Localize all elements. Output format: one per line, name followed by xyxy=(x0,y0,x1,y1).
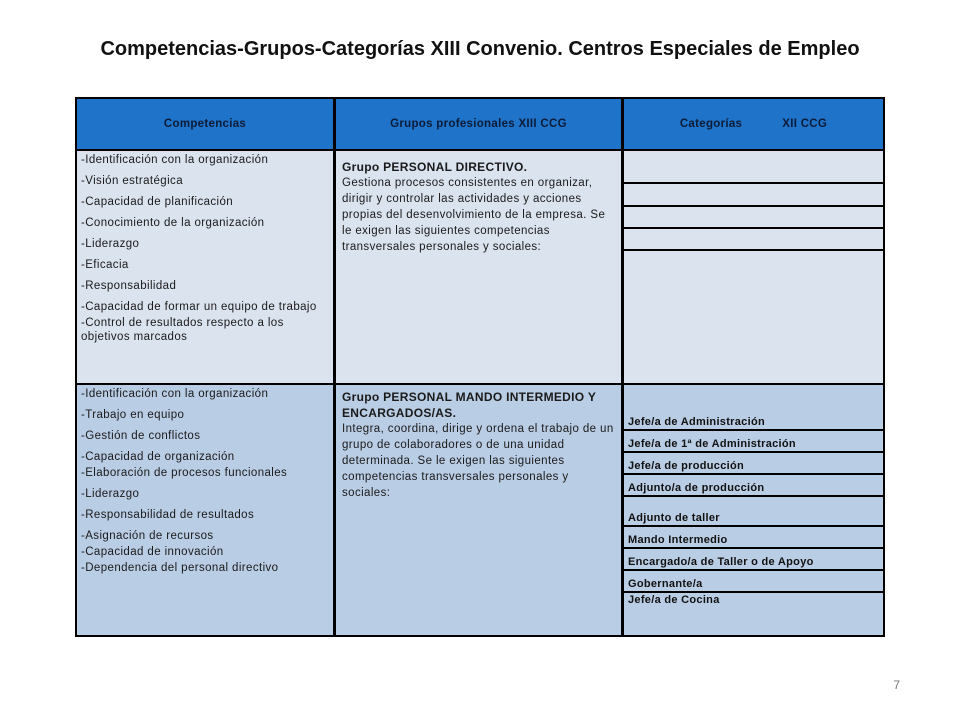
group-description: Gestiona procesos consistentes en organizar, dirigir y controlar las actividades y acciones propias del desenvolvimiento de la empresa. Se le exigen las siguientes competencias transversales personales y sociales: xyxy=(342,177,606,253)
list-item: -Capacidad de organización xyxy=(81,451,235,463)
list-item: -Control de resultados respecto a los objetivos marcados xyxy=(81,317,284,343)
row1-category xyxy=(624,229,883,249)
header-categorias-suffix: XII CCG xyxy=(782,118,828,130)
group-title: Grupo PERSONAL MANDO INTERMEDIO Y ENCARGADOS/AS. xyxy=(342,390,596,420)
row2-category: Adjunto/a de producción xyxy=(624,475,883,495)
list-item: -Dependencia del personal directivo xyxy=(81,562,279,574)
page-title: Competencias-Grupos-Categorías XIII Convenio. Centros Especiales de Empleo xyxy=(100,38,860,60)
row1-category xyxy=(624,207,883,227)
row1-competencias xyxy=(77,151,333,383)
list-item: -Capacidad de planificación xyxy=(81,196,234,208)
group-title: Grupo PERSONAL DIRECTIVO. xyxy=(342,160,528,174)
row2-category: Gobernante/a xyxy=(624,571,883,591)
list-item: -Identificación con la organización xyxy=(81,154,269,166)
row2-category: Jefe/a de producción xyxy=(624,453,883,473)
list-item: -Eficacia xyxy=(81,259,129,271)
group-description: Integra, coordina, dirige y ordena el trabajo de un grupo de colaboradores o de una unidad determinada. Se le exigen las siguientes competencias transversales personales y sociales: xyxy=(342,423,614,499)
row2-category: Jefe/a de Cocina xyxy=(624,593,883,635)
row2-category: Mando Intermedio xyxy=(624,527,883,547)
list-item: -Liderazgo xyxy=(81,488,140,500)
page-number: 7 xyxy=(893,678,900,692)
row2-category: Jefe/a de Administración xyxy=(624,385,883,429)
row1-category xyxy=(624,151,883,182)
list-item: -Responsabilidad de resultados xyxy=(81,509,255,521)
row2-category: Adjunto de taller xyxy=(624,497,883,525)
row2-competencias xyxy=(77,385,333,635)
list-item: -Responsabilidad xyxy=(81,280,177,292)
list-item: -Liderazgo xyxy=(81,238,140,250)
list-item: -Elaboración de procesos funcionales xyxy=(81,467,288,479)
list-item: -Conocimiento de la organización xyxy=(81,217,265,229)
row1-grupo xyxy=(336,151,621,383)
header-competencias: Competencias xyxy=(77,99,333,149)
row2-category: Encargado/a de Taller o de Apoyo xyxy=(624,549,883,569)
list-item: -Capacidad de innovación xyxy=(81,546,224,558)
header-categorias-label: Categorías xyxy=(679,118,743,130)
header-categorias xyxy=(624,99,883,149)
row2-category: Jefe/a de 1ª de Administración xyxy=(624,431,883,451)
list-item: -Capacidad de formar un equipo de trabajo xyxy=(81,301,317,313)
row1-category xyxy=(624,251,883,383)
row2-grupo xyxy=(336,385,621,635)
list-item: -Trabajo en equipo xyxy=(81,409,185,421)
list-item: -Identificación con la organización xyxy=(81,388,269,400)
list-item: -Gestión de conflictos xyxy=(81,430,201,442)
row1-category xyxy=(624,184,883,205)
list-item: -Visión estratégica xyxy=(81,175,183,187)
list-item: -Asignación de recursos xyxy=(81,530,214,542)
header-grupos: Grupos profesionales XIII CCG xyxy=(336,99,621,149)
competencias-table xyxy=(75,97,885,637)
